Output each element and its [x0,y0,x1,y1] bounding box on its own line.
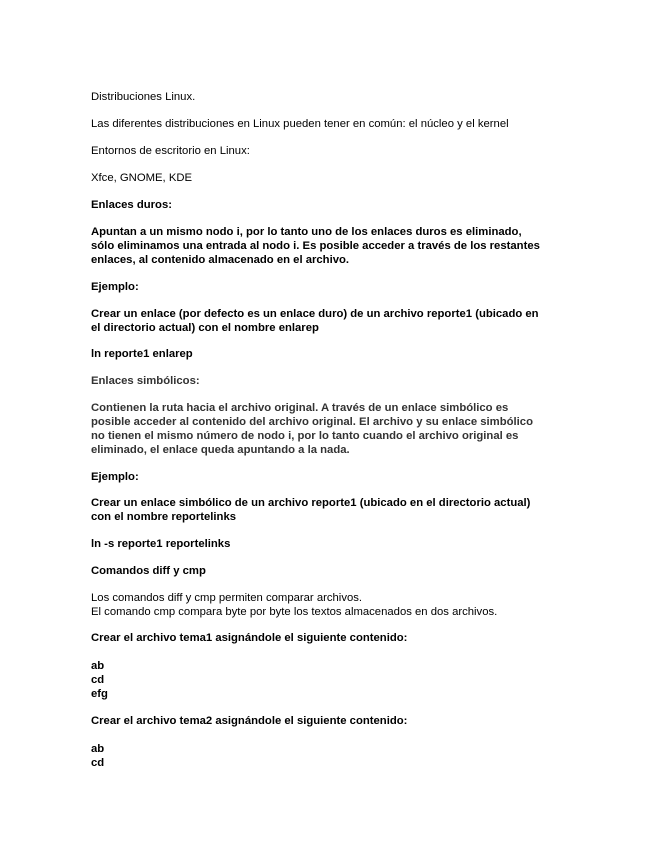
command-line: ln reporte1 enlarep [91,348,193,360]
paragraph-escritorios: Xfce, GNOME, KDE [91,172,193,184]
text-line: el directorio actual) con el nombre enlarep [91,322,319,334]
tema2-content-line: ab [91,743,105,755]
paragraph-distribuciones: Las diferentes distribuciones en Linux pueden tener en común: el núcleo y el kernel [91,118,509,130]
tema1-content-line: ab [91,660,105,672]
text-line: El comando cmp compara byte por byte los textos almacenados en dos archivos. [91,606,498,618]
ejemplo-label: Ejemplo: [91,471,139,483]
text-line: Apuntan a un mismo nodo i, por lo tanto uno de los enlaces duros es eliminado, [91,226,522,238]
text-line: Los comandos diff y cmp permiten comparar archivos. [91,592,363,604]
tema1-intro: Crear el archivo tema1 asignándole el siguiente contenido: [91,632,408,644]
text-line: Contienen la ruta hacia el archivo original. A través de un enlace simbólico es [91,402,509,414]
section-heading-enlaces-duros: Enlaces duros: [91,199,172,211]
text-line: Crear un enlace (por defecto es un enlace duro) de un archivo reporte1 (ubicado en [91,308,539,320]
text-line: con el nombre reportelinks [91,511,237,523]
text-line: no tienen el mismo número de nodo i, por lo tanto cuando el archivo original es [91,430,519,442]
section-heading-enlaces-simbolicos: Enlaces simbólicos: [91,375,200,387]
tema2-content-line: cd [91,757,105,769]
tema1-content-line: efg [91,688,108,700]
tema2-intro: Crear el archivo tema2 asignándole el siguiente contenido: [91,715,408,727]
text-line: posible acceder al contenido del archivo original. El archivo y su enlace simbólico [91,416,533,428]
ejemplo-label: Ejemplo: [91,281,139,293]
text-line: sólo eliminamos una entrada al nodo i. Es posible acceder a través de los restantes [91,240,540,252]
section-heading-diff-cmp: Comandos diff y cmp [91,565,206,577]
doc-heading-distribuciones: Distribuciones Linux. [91,91,196,103]
text-line: Crear un enlace simbólico de un archivo reporte1 (ubicado en el directorio actual) [91,497,531,509]
text-line: eliminado, el enlace queda apuntando a la nada. [91,444,350,456]
command-line: ln -s reporte1 reportelinks [91,538,231,550]
text-line: enlaces, al contenido almacenado en el archivo. [91,254,350,266]
paragraph-entornos: Entornos de escritorio en Linux: [91,145,250,157]
tema1-content-line: cd [91,674,105,686]
